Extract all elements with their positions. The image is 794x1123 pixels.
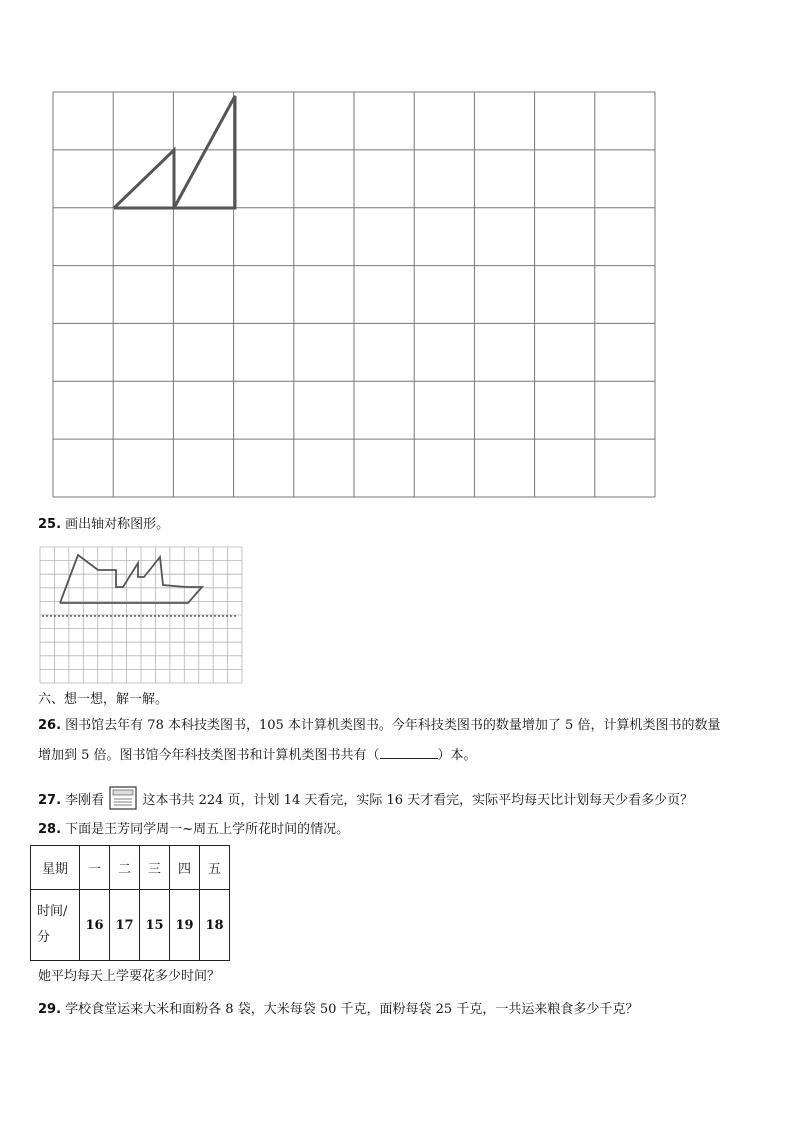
large-grid [53, 92, 655, 497]
table-cell: 19 [170, 890, 200, 961]
table-cell: 一 [80, 846, 110, 890]
half-boat-shape [60, 555, 202, 603]
table-header-time-line2: 分 [37, 930, 51, 945]
question-27 [38, 786, 693, 810]
table-row [31, 890, 230, 961]
table-cell: 五 [200, 846, 230, 890]
question-text: 李刚看 [65, 793, 105, 808]
small-grid [40, 547, 242, 683]
question-26-line2 [38, 746, 477, 765]
book-icon [108, 786, 138, 810]
table-cell: 16 [80, 890, 110, 961]
question-28 [38, 821, 349, 839]
question-number: 26. [38, 718, 62, 733]
question-29 [38, 1001, 638, 1019]
small-triangle [114, 150, 174, 208]
question-number: 27. [38, 793, 62, 808]
table-cell: 18 [200, 890, 230, 961]
question-text: 下面是王芳同学周一~周五上学所花时间的情况。 [65, 822, 350, 837]
question-text: 图书馆去年有 78 本科技类图书，105 本计算机类图书。今年科技类图书的数量增加了 5 倍，计算机类图书的数量 [65, 718, 721, 733]
table-header-time-line1: 时间/ [37, 904, 68, 919]
question-text: 这本书共 224 页，计划 14 天看完，实际 16 天才看完，实际平均每天比计划每天少看多少页？ [142, 793, 694, 808]
commute-time-table [30, 845, 230, 961]
question-28-followup: 她平均每天上学要花多少时间？ [38, 969, 221, 984]
table-cell: 四 [170, 846, 200, 890]
question-25 [38, 516, 169, 534]
boat-grid-figure [38, 545, 248, 685]
question-number: 29. [38, 1002, 62, 1017]
table-cell: 二 [110, 846, 140, 890]
table-row [31, 846, 230, 890]
question-text: 学校食堂运来大米和面粉各 8 袋，大米每袋 50 千克，面粉每袋 25 千克，一共运来粮食多少千克？ [65, 1002, 639, 1017]
table-cell: 15 [140, 890, 170, 961]
question-26-line1 [38, 717, 720, 735]
table-cell: 三 [140, 846, 170, 890]
question-text: ）本。 [437, 748, 477, 763]
question-text: 增加到 5 倍。图书馆今年科技类图书和计算机类图书共有（ [38, 748, 380, 763]
question-number: 28. [38, 822, 62, 837]
large-triangle [174, 96, 235, 208]
table-header-time [31, 890, 80, 961]
table-cell: 17 [110, 890, 140, 961]
question-text: 画出轴对称图形。 [65, 517, 170, 532]
table-header-weekday: 星期 [31, 846, 80, 890]
section-six-title: 六、想一想，解一解。 [38, 692, 169, 707]
answer-blank[interactable] [380, 746, 438, 759]
large-grid-figure [0, 0, 794, 520]
question-number: 25. [38, 517, 62, 532]
